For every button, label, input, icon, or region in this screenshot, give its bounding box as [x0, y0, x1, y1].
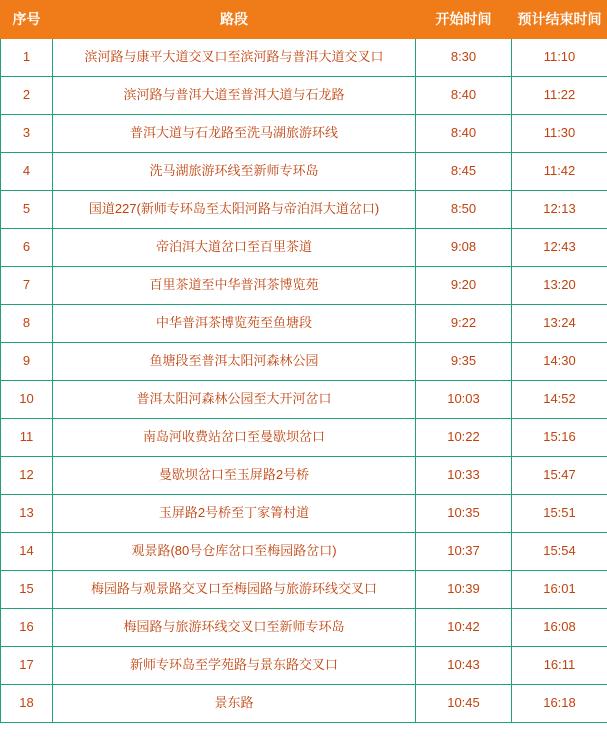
cell-section: 曼歇坝岔口至玉屏路2号桥 — [53, 457, 416, 495]
cell-start-time: 10:45 — [416, 685, 512, 723]
cell-end-time: 11:22 — [512, 77, 607, 115]
cell-section: 景东路 — [53, 685, 416, 723]
cell-end-time: 11:10 — [512, 39, 607, 77]
cell-start-time: 9:35 — [416, 343, 512, 381]
cell-start-time: 10:03 — [416, 381, 512, 419]
table-row — [1, 343, 607, 381]
cell-start-time: 10:42 — [416, 609, 512, 647]
cell-index: 10 — [1, 381, 53, 419]
cell-section: 国道227(新师专环岛至太阳河路与帝泊洱大道岔口) — [53, 191, 416, 229]
cell-section: 滨河路与普洱大道至普洱大道与石龙路 — [53, 77, 416, 115]
table-row — [1, 305, 607, 343]
cell-start-time: 9:22 — [416, 305, 512, 343]
table-header-row — [1, 1, 607, 39]
cell-end-time: 15:47 — [512, 457, 607, 495]
table-row — [1, 115, 607, 153]
table-row — [1, 153, 607, 191]
cell-start-time: 10:43 — [416, 647, 512, 685]
cell-start-time: 10:39 — [416, 571, 512, 609]
cell-end-time: 16:11 — [512, 647, 607, 685]
cell-section: 普洱大道与石龙路至洗马湖旅游环线 — [53, 115, 416, 153]
column-header-index: 序号 — [1, 1, 53, 39]
table-row — [1, 267, 607, 305]
table-body — [1, 39, 607, 723]
table-row — [1, 39, 607, 77]
cell-index: 9 — [1, 343, 53, 381]
table-header — [1, 1, 607, 39]
cell-index: 15 — [1, 571, 53, 609]
cell-index: 16 — [1, 609, 53, 647]
cell-index: 2 — [1, 77, 53, 115]
cell-end-time: 13:24 — [512, 305, 607, 343]
cell-start-time: 8:45 — [416, 153, 512, 191]
cell-index: 13 — [1, 495, 53, 533]
table-row — [1, 571, 607, 609]
cell-start-time: 10:33 — [416, 457, 512, 495]
column-header-start-time: 开始时间 — [416, 1, 512, 39]
cell-start-time: 8:30 — [416, 39, 512, 77]
cell-section: 帝泊洱大道岔口至百里茶道 — [53, 229, 416, 267]
cell-end-time: 12:43 — [512, 229, 607, 267]
table-row — [1, 495, 607, 533]
table-row — [1, 381, 607, 419]
table-row — [1, 647, 607, 685]
cell-index: 14 — [1, 533, 53, 571]
cell-end-time: 12:13 — [512, 191, 607, 229]
column-header-end-time: 预计结束时间 — [512, 1, 607, 39]
cell-index: 18 — [1, 685, 53, 723]
cell-section: 玉屏路2号桥至丁家箐村道 — [53, 495, 416, 533]
cell-start-time: 8:40 — [416, 115, 512, 153]
column-header-section: 路段 — [53, 1, 416, 39]
cell-section: 洗马湖旅游环线至新师专环岛 — [53, 153, 416, 191]
cell-start-time: 8:50 — [416, 191, 512, 229]
table-row — [1, 419, 607, 457]
cell-section: 百里茶道至中华普洱茶博览苑 — [53, 267, 416, 305]
cell-index: 5 — [1, 191, 53, 229]
cell-index: 3 — [1, 115, 53, 153]
cell-end-time: 15:54 — [512, 533, 607, 571]
cell-index: 1 — [1, 39, 53, 77]
cell-end-time: 11:30 — [512, 115, 607, 153]
table-row — [1, 229, 607, 267]
cell-index: 6 — [1, 229, 53, 267]
cell-section: 中华普洱茶博览苑至鱼塘段 — [53, 305, 416, 343]
cell-end-time: 16:18 — [512, 685, 607, 723]
cell-section: 梅园路与旅游环线交叉口至新师专环岛 — [53, 609, 416, 647]
table-row — [1, 533, 607, 571]
cell-end-time: 13:20 — [512, 267, 607, 305]
cell-section: 南岛河收费站岔口至曼歇坝岔口 — [53, 419, 416, 457]
cell-end-time: 14:30 — [512, 343, 607, 381]
cell-start-time: 10:22 — [416, 419, 512, 457]
cell-start-time: 8:40 — [416, 77, 512, 115]
cell-section: 新师专环岛至学苑路与景东路交叉口 — [53, 647, 416, 685]
cell-section: 梅园路与观景路交叉口至梅园路与旅游环线交叉口 — [53, 571, 416, 609]
cell-start-time: 10:37 — [416, 533, 512, 571]
cell-section: 普洱太阳河森林公园至大开河岔口 — [53, 381, 416, 419]
cell-end-time: 16:01 — [512, 571, 607, 609]
cell-end-time: 16:08 — [512, 609, 607, 647]
cell-section: 鱼塘段至普洱太阳河森林公园 — [53, 343, 416, 381]
table-row — [1, 77, 607, 115]
cell-section: 滨河路与康平大道交叉口至滨河路与普洱大道交叉口 — [53, 39, 416, 77]
table-row — [1, 685, 607, 723]
cell-end-time: 11:42 — [512, 153, 607, 191]
cell-section: 观景路(80号仓库岔口至梅园路岔口) — [53, 533, 416, 571]
cell-index: 11 — [1, 419, 53, 457]
cell-index: 17 — [1, 647, 53, 685]
cell-index: 4 — [1, 153, 53, 191]
cell-start-time: 9:08 — [416, 229, 512, 267]
cell-index: 12 — [1, 457, 53, 495]
cell-index: 8 — [1, 305, 53, 343]
table-row — [1, 191, 607, 229]
table-row — [1, 609, 607, 647]
cell-end-time: 14:52 — [512, 381, 607, 419]
cell-index: 7 — [1, 267, 53, 305]
cell-end-time: 15:16 — [512, 419, 607, 457]
table-row — [1, 457, 607, 495]
cell-end-time: 15:51 — [512, 495, 607, 533]
cell-start-time: 10:35 — [416, 495, 512, 533]
cell-start-time: 9:20 — [416, 267, 512, 305]
